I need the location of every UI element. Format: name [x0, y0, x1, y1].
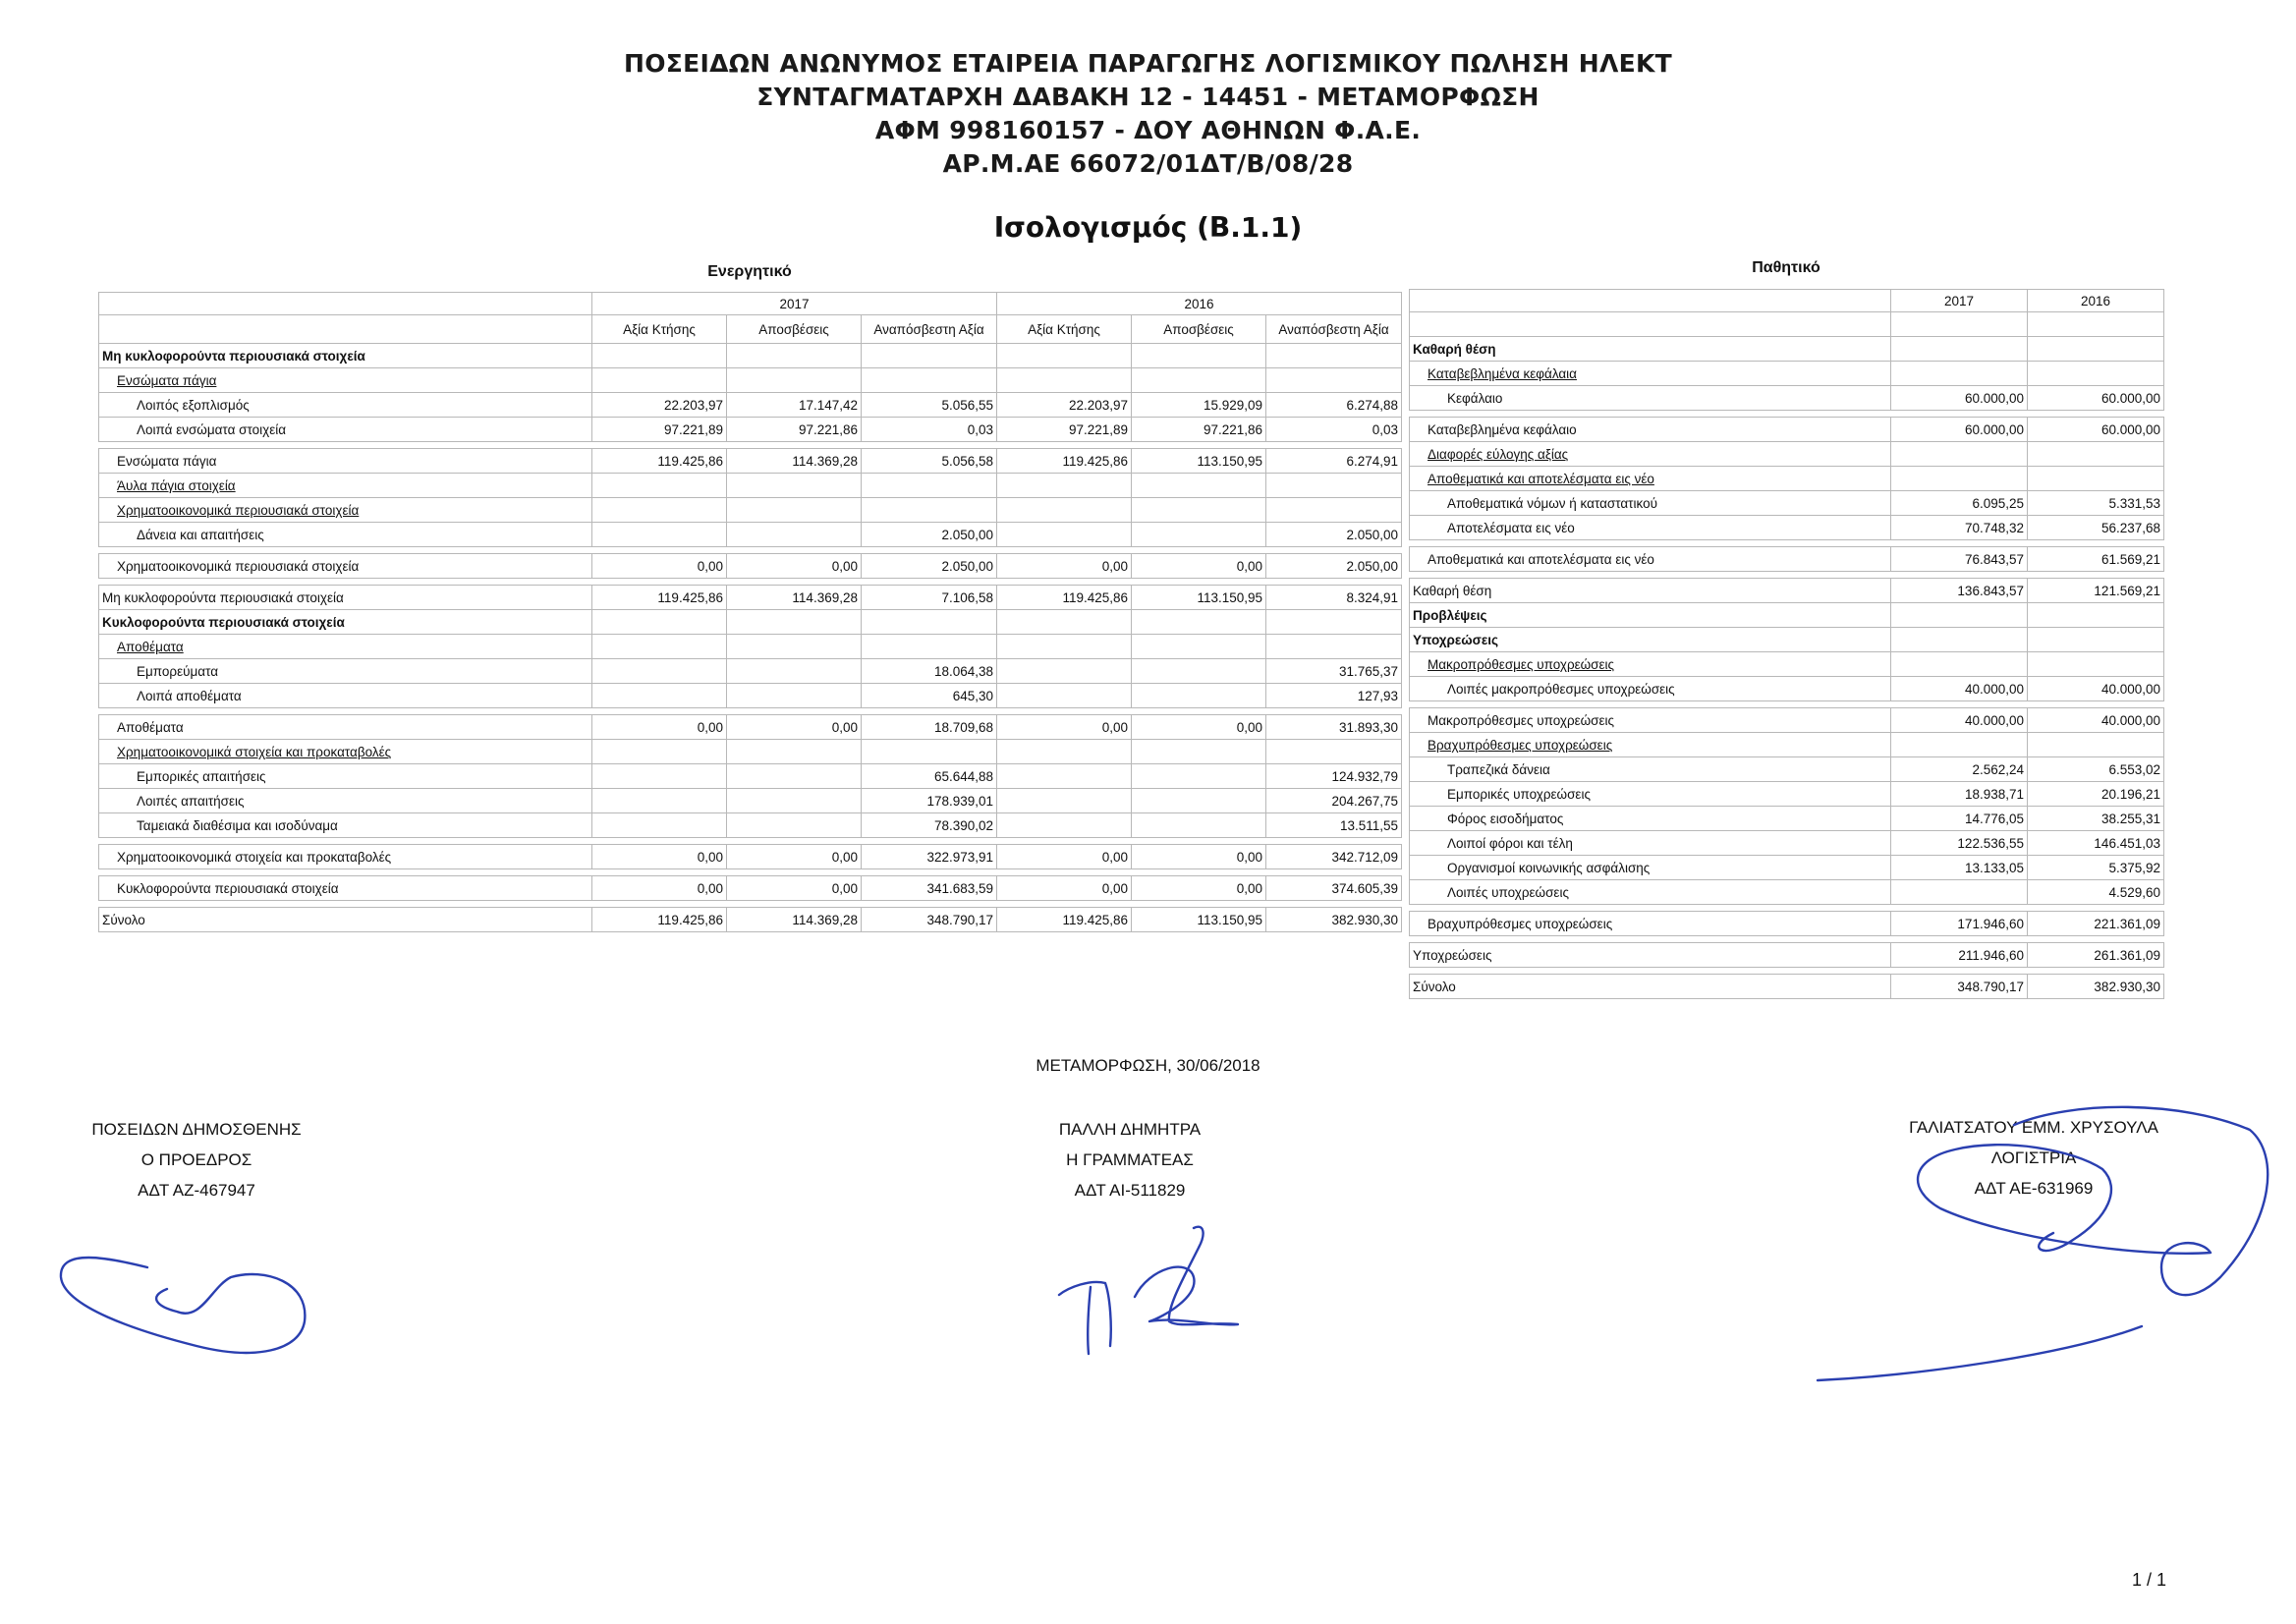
row-label: Ταμειακά διαθέσιμα και ισοδύναμα	[99, 813, 592, 838]
col-depreciation-2016: Αποσβέσεις	[1132, 315, 1266, 344]
amount-cell: 78.390,02	[862, 813, 997, 838]
amount-cell: 4.529,60	[2028, 880, 2164, 905]
amount-cell: 136.843,57	[1891, 579, 2028, 603]
row-label: Λοιπές υποχρεώσεις	[1410, 880, 1891, 905]
row-label: Λοιπές απαιτήσεις	[99, 789, 592, 813]
row-label: Αποθεματικά νόμων ή καταστατικού	[1410, 491, 1891, 516]
signatory-id: ΑΔΤ ΑΖ-467947	[138, 1181, 255, 1200]
amount-cell: 6.095,25	[1891, 491, 2028, 516]
col-depreciation-2017: Αποσβέσεις	[727, 315, 862, 344]
signatory-role: Η ΓΡΑΜΜΑΤΕΑΣ	[1066, 1150, 1194, 1169]
amount-cell: 40.000,00	[2028, 708, 2164, 733]
row-label: Δάνεια και απαιτήσεις	[99, 523, 592, 547]
signature-president	[61, 1258, 305, 1353]
row-label: Προβλέψεις	[1410, 603, 1891, 628]
signatory-name: ΓΑΛΙΑΤΣΑΤΟΥ ΕΜΜ. ΧΡΥΣΟΥΛΑ	[1909, 1118, 2158, 1137]
row-label: Οργανισμοί κοινωνικής ασφάλισης	[1410, 856, 1891, 880]
row-label: Φόρος εισοδήματος	[1410, 807, 1891, 831]
amount-cell: 40.000,00	[1891, 677, 2028, 701]
assets-section-title: Ενεργητικό	[707, 263, 792, 280]
amount-cell: 70.748,32	[1891, 516, 2028, 540]
row-label: Χρηματοοικονομικά στοιχεία και προκαταβολές	[99, 845, 592, 869]
amount-cell: 127,93	[1266, 684, 1402, 708]
col-net-value-2017: Αναπόσβεστη Αξία	[862, 315, 997, 344]
amount-cell: 97.221,86	[1132, 418, 1266, 442]
signatory-id: ΑΔΤ ΑΙ-511829	[1074, 1181, 1186, 1200]
amount-cell: 40.000,00	[2028, 677, 2164, 701]
amount-cell: 211.946,60	[1891, 943, 2028, 968]
signatory-role: ΛΟΓΙΣΤΡΙΑ	[1990, 1148, 2077, 1167]
amount-cell: 121.569,21	[2028, 579, 2164, 603]
row-label: Υποχρεώσεις	[1410, 943, 1891, 968]
amount-cell: 114.369,28	[727, 908, 862, 932]
liabilities-year-2017-header: 2017	[1891, 290, 2028, 312]
row-label: Βραχυπρόθεσμες υποχρεώσεις	[1410, 912, 1891, 936]
amount-cell: 0,00	[592, 845, 727, 869]
amount-cell: 114.369,28	[727, 449, 862, 474]
row-label: Λοιποί φόροι και τέλη	[1410, 831, 1891, 856]
amount-cell: 0,00	[997, 554, 1132, 579]
amount-cell: 178.939,01	[862, 789, 997, 813]
row-label: Αποθέματα	[99, 715, 592, 740]
signatory-role: Ο ΠΡΟΕΔΡΟΣ	[140, 1150, 252, 1169]
amount-cell: 60.000,00	[2028, 418, 2164, 442]
col-cost-2017: Αξία Κτήσης	[592, 315, 727, 344]
assets-year-2017-header: 2017	[592, 293, 997, 315]
amount-cell: 38.255,31	[2028, 807, 2164, 831]
row-label: Λοιπός εξοπλισμός	[99, 393, 592, 418]
row-label: Καθαρή θέση	[1410, 579, 1891, 603]
row-label: Σύνολο	[99, 908, 592, 932]
row-label: Εμπορικές απαιτήσεις	[99, 764, 592, 789]
amount-cell: 8.324,91	[1266, 586, 1402, 610]
signature-secretary	[1059, 1227, 1238, 1354]
amount-cell: 60.000,00	[1891, 386, 2028, 411]
amount-cell: 76.843,57	[1891, 547, 2028, 572]
amount-cell: 6.553,02	[2028, 757, 2164, 782]
amount-cell: 124.932,79	[1266, 764, 1402, 789]
amount-cell: 0,00	[1132, 715, 1266, 740]
row-label: Χρηματοοικονομικά περιουσιακά στοιχεία	[99, 498, 592, 523]
amount-cell: 5.056,55	[862, 393, 997, 418]
place-and-date: ΜΕΤΑΜΟΡΦΩΣΗ, 30/06/2018	[1036, 1056, 1260, 1075]
amount-cell: 322.973,91	[862, 845, 997, 869]
amount-cell: 18.064,38	[862, 659, 997, 684]
amount-cell: 113.150,95	[1132, 908, 1266, 932]
signatory-id: ΑΔΤ ΑΕ-631969	[1974, 1179, 2094, 1198]
amount-cell: 40.000,00	[1891, 708, 2028, 733]
signature-accountant	[1818, 1107, 2268, 1380]
amount-cell: 0,00	[1132, 876, 1266, 901]
amount-cell: 31.765,37	[1266, 659, 1402, 684]
amount-cell: 113.150,95	[1132, 586, 1266, 610]
amount-cell: 7.106,58	[862, 586, 997, 610]
row-label: Αποθέματα	[99, 635, 592, 659]
amount-cell: 114.369,28	[727, 586, 862, 610]
amount-cell: 374.605,39	[1266, 876, 1402, 901]
amount-cell: 18.938,71	[1891, 782, 2028, 807]
row-label: Εμπορεύματα	[99, 659, 592, 684]
amount-cell: 13.133,05	[1891, 856, 2028, 880]
page-number: 1 / 1	[2132, 1570, 2167, 1590]
row-label: Άυλα πάγια στοιχεία	[99, 474, 592, 498]
amount-cell: 56.237,68	[2028, 516, 2164, 540]
amount-cell: 2.050,00	[862, 554, 997, 579]
amount-cell: 22.203,97	[592, 393, 727, 418]
row-label: Καθαρή θέση	[1410, 337, 1891, 362]
signatory-name: ΠΟΣΕΙΔΩΝ ΔΗΜΟΣΘΕΝΗΣ	[91, 1120, 302, 1139]
amount-cell: 0,00	[592, 554, 727, 579]
amount-cell: 14.776,05	[1891, 807, 2028, 831]
amount-cell: 13.511,55	[1266, 813, 1402, 838]
row-label: Μακροπρόθεσμες υποχρεώσεις	[1410, 708, 1891, 733]
amount-cell: 342.712,09	[1266, 845, 1402, 869]
amount-cell: 119.425,86	[997, 449, 1132, 474]
amount-cell: 261.361,09	[2028, 943, 2164, 968]
amount-cell: 0,00	[997, 876, 1132, 901]
amount-cell: 645,30	[862, 684, 997, 708]
row-label: Διαφορές εύλογης αξίας	[1410, 442, 1891, 467]
amount-cell: 60.000,00	[2028, 386, 2164, 411]
row-label: Καταβεβλημένα κεφάλαιο	[1410, 418, 1891, 442]
amount-cell: 0,00	[727, 554, 862, 579]
row-label: Βραχυπρόθεσμες υποχρεώσεις	[1410, 733, 1891, 757]
amount-cell: 119.425,86	[997, 908, 1132, 932]
row-label: Κυκλοφορούντα περιουσιακά στοιχεία	[99, 610, 592, 635]
amount-cell: 119.425,86	[592, 449, 727, 474]
amount-cell: 6.274,91	[1266, 449, 1402, 474]
row-label: Λοιπά αποθέματα	[99, 684, 592, 708]
amount-cell: 0,03	[862, 418, 997, 442]
amount-cell: 2.050,00	[1266, 554, 1402, 579]
amount-cell: 204.267,75	[1266, 789, 1402, 813]
document-title: Ισολογισμός (Β.1.1)	[993, 211, 1303, 244]
amount-cell: 18.709,68	[862, 715, 997, 740]
row-label: Λοιπές μακροπρόθεσμες υποχρεώσεις	[1410, 677, 1891, 701]
amount-cell: 15.929,09	[1132, 393, 1266, 418]
col-net-value-2016: Αναπόσβεστη Αξία	[1266, 315, 1402, 344]
row-label: Κεφάλαιο	[1410, 386, 1891, 411]
amount-cell: 60.000,00	[1891, 418, 2028, 442]
amount-cell: 348.790,17	[1891, 975, 2028, 999]
signatory-name: ΠΑΛΛΗ ΔΗΜΗΤΡΑ	[1058, 1120, 1202, 1139]
amount-cell: 5.331,53	[2028, 491, 2164, 516]
amount-cell: 20.196,21	[2028, 782, 2164, 807]
row-label: Κυκλοφορούντα περιουσιακά στοιχεία	[99, 876, 592, 901]
amount-cell: 0,00	[727, 845, 862, 869]
amount-cell: 0,00	[997, 845, 1132, 869]
liabilities-year-2016-header: 2016	[2028, 290, 2164, 312]
row-label: Εμπορικές υποχρεώσεις	[1410, 782, 1891, 807]
amount-cell: 341.683,59	[862, 876, 997, 901]
row-label: Τραπεζικά δάνεια	[1410, 757, 1891, 782]
amount-cell: 171.946,60	[1891, 912, 2028, 936]
amount-cell: 382.930,30	[2028, 975, 2164, 999]
amount-cell: 113.150,95	[1132, 449, 1266, 474]
company-registry-number: ΑΡ.Μ.ΑΕ 66072/01ΔΤ/Β/08/28	[942, 149, 1354, 178]
row-label: Μακροπρόθεσμες υποχρεώσεις	[1410, 652, 1891, 677]
company-address: ΣΥΝΤΑΓΜΑΤΑΡΧΗ ΔΑΒΑΚΗ 12 - 14451 - ΜΕΤΑΜΟΡΦΩΣΗ	[756, 83, 1540, 111]
amount-cell: 0,00	[727, 715, 862, 740]
row-label: Λοιπά ενσώματα στοιχεία	[99, 418, 592, 442]
row-label: Χρηματοοικονομικά στοιχεία και προκαταβολές	[99, 740, 592, 764]
row-label: Ενσώματα πάγια	[99, 449, 592, 474]
amount-cell: 2.050,00	[1266, 523, 1402, 547]
amount-cell: 119.425,86	[592, 586, 727, 610]
amount-cell: 0,00	[592, 876, 727, 901]
row-label: Μη κυκλοφορούντα περιουσιακά στοιχεία	[99, 586, 592, 610]
amount-cell: 2.562,24	[1891, 757, 2028, 782]
row-label: Σύνολο	[1410, 975, 1891, 999]
assets-year-2016-header: 2016	[997, 293, 1402, 315]
row-label: Χρηματοοικονομικά περιουσιακά στοιχεία	[99, 554, 592, 579]
amount-cell: 31.893,30	[1266, 715, 1402, 740]
amount-cell: 2.050,00	[862, 523, 997, 547]
col-cost-2016: Αξία Κτήσης	[997, 315, 1132, 344]
amount-cell: 22.203,97	[997, 393, 1132, 418]
amount-cell: 0,03	[1266, 418, 1402, 442]
row-label: Αποθεματικά και αποτελέσματα εις νέο	[1410, 547, 1891, 572]
amount-cell: 0,00	[997, 715, 1132, 740]
amount-cell: 0,00	[1132, 845, 1266, 869]
row-label: Ενσώματα πάγια	[99, 368, 592, 393]
amount-cell: 97.221,86	[727, 418, 862, 442]
amount-cell: 0,00	[727, 876, 862, 901]
row-label: Αποτελέσματα εις νέο	[1410, 516, 1891, 540]
amount-cell: 122.536,55	[1891, 831, 2028, 856]
row-label: Υποχρεώσεις	[1410, 628, 1891, 652]
amount-cell: 17.147,42	[727, 393, 862, 418]
amount-cell: 0,00	[1132, 554, 1266, 579]
amount-cell: 5.056,58	[862, 449, 997, 474]
row-label: Μη κυκλοφορούντα περιουσιακά στοιχεία	[99, 344, 592, 368]
amount-cell: 65.644,88	[862, 764, 997, 789]
amount-cell: 5.375,92	[2028, 856, 2164, 880]
amount-cell: 119.425,86	[592, 908, 727, 932]
amount-cell: 348.790,17	[862, 908, 997, 932]
row-label: Καταβεβλημένα κεφάλαια	[1410, 362, 1891, 386]
amount-cell: 221.361,09	[2028, 912, 2164, 936]
amount-cell: 382.930,30	[1266, 908, 1402, 932]
liabilities-section-title: Παθητικό	[1752, 259, 1820, 276]
amount-cell: 6.274,88	[1266, 393, 1402, 418]
amount-cell: 146.451,03	[2028, 831, 2164, 856]
row-label: Αποθεματικά και αποτελέσματα εις νέο	[1410, 467, 1891, 491]
amount-cell: 119.425,86	[997, 586, 1132, 610]
amount-cell: 0,00	[592, 715, 727, 740]
company-tax-id: ΑΦΜ 998160157 - ΔΟΥ ΑΘΗΝΩΝ Φ.Α.Ε.	[874, 116, 1422, 144]
amount-cell: 97.221,89	[997, 418, 1132, 442]
amount-cell: 61.569,21	[2028, 547, 2164, 572]
amount-cell: 97.221,89	[592, 418, 727, 442]
company-name: ΠΟΣΕΙΔΩΝ ΑΝΩΝΥΜΟΣ ΕΤΑΙΡΕΙΑ ΠΑΡΑΓΩΓΗΣ ΛΟΓΙΣΜΙΚΟΥ ΠΩΛΗΣΗ ΗΛΕΚΤ	[623, 49, 1673, 78]
